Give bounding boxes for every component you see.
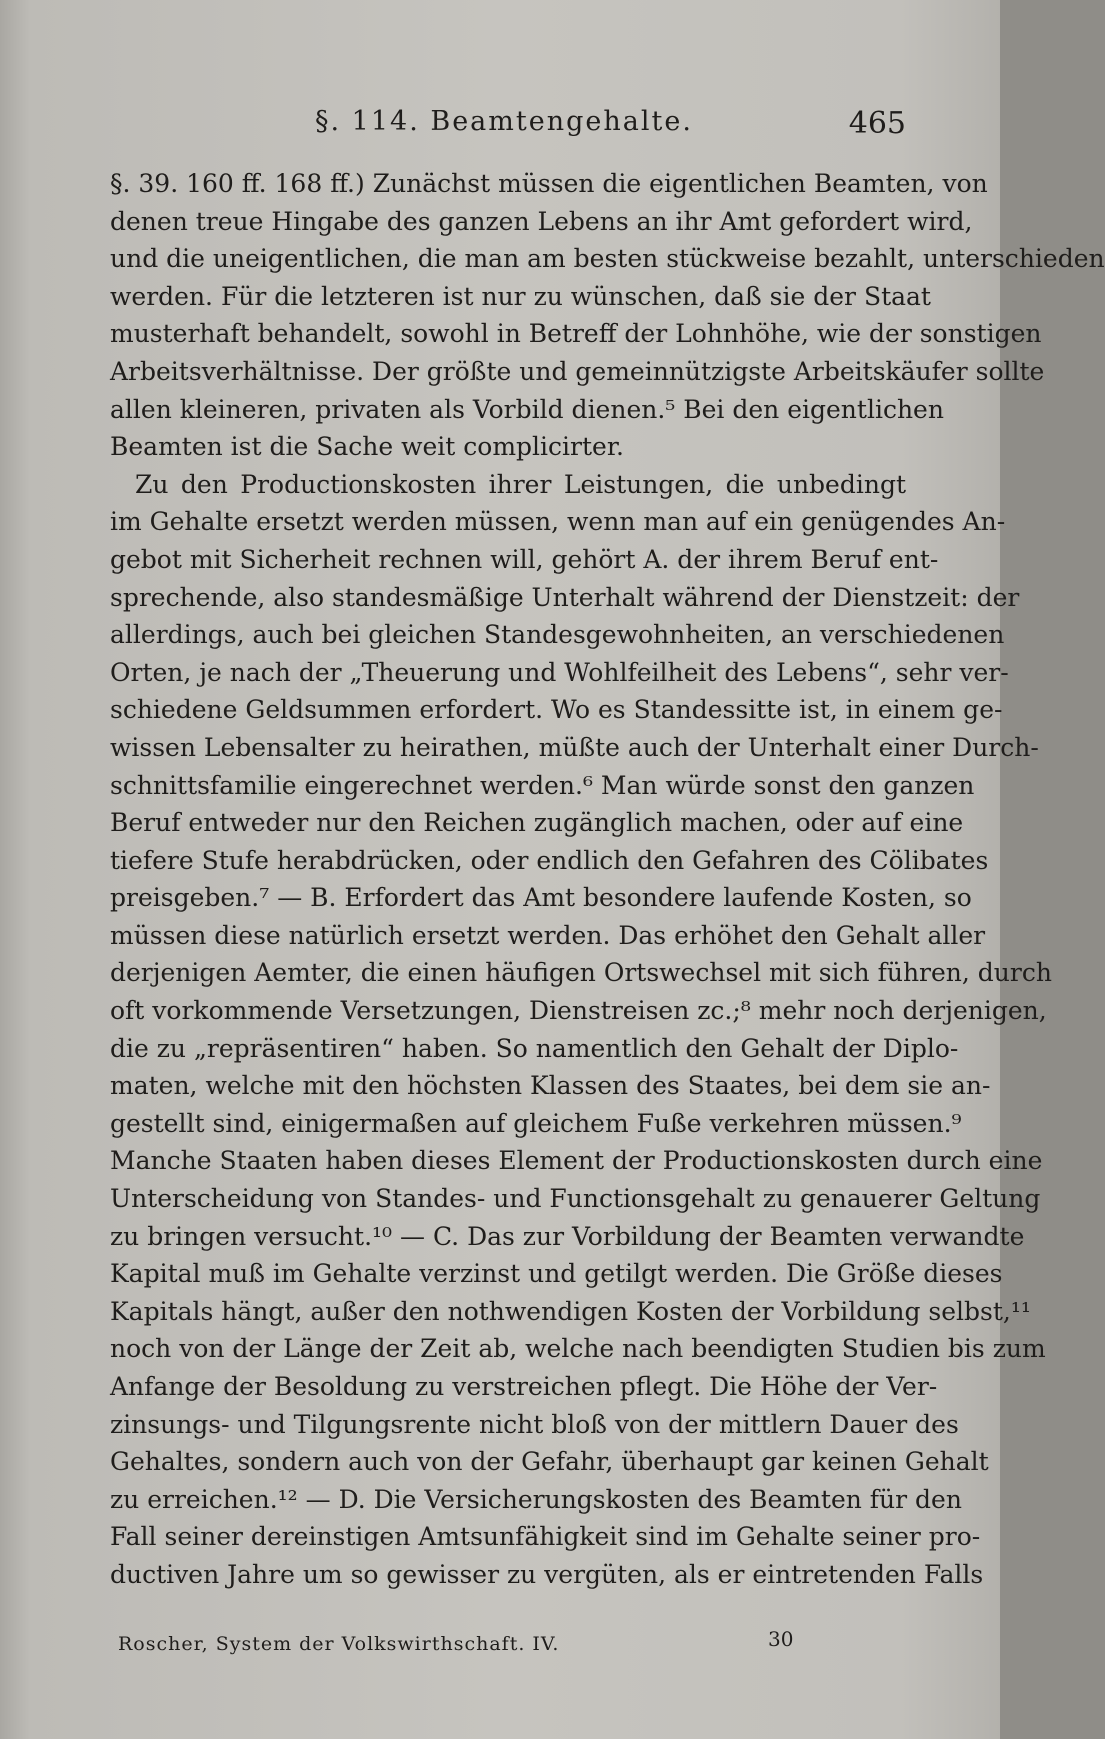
text-line: oft vorkommende Versetzungen, Dienstreisen zc.;⁸ mehr noch derjenigen, (110, 996, 1047, 1026)
text-line: Manche Staaten haben dieses Element der Productionskosten durch eine (110, 1146, 1043, 1176)
text-line: Beruf entweder nur den Reichen zugänglich machen, oder auf eine (110, 808, 964, 838)
text-line: Orten, je nach der „Theuerung und Wohlfeilheit des Lebens“, sehr ver- (110, 657, 1009, 687)
text-line: wissen Lebensalter zu heirathen, müßte auch der Unterhalt einer Durch- (110, 732, 1039, 762)
text-line: allerdings, auch bei gleichen Standesgewohnheiten, an verschiedenen (110, 620, 1005, 650)
text-line: und die uneigentlichen, die man am besten stückweise bezahlt, unterschieden (110, 244, 1105, 274)
text-line: noch von der Länge der Zeit ab, welche nach beendigten Studien bis zum (110, 1334, 1046, 1364)
text-line: allen kleineren, privaten als Vorbild dienen.⁵ Bei den eigentlichen (110, 394, 944, 424)
text-line: preisgeben.⁷ — B. Erfordert das Amt besondere laufende Kosten, so (110, 883, 972, 913)
text-line: im Gehalte ersetzt werden müssen, wenn man auf ein genügendes An- (110, 507, 1006, 537)
signature-mark: 30 (768, 1627, 794, 1651)
text-line: schiedene Geldsummen erfordert. Wo es Standessitte ist, in einem ge- (110, 695, 1003, 725)
text-line: Gehaltes, sondern auch von der Gefahr, überhaupt gar keinen Gehalt (110, 1447, 989, 1477)
text-line: zu bringen versucht.¹⁰ — C. Das zur Vorbildung der Beamten verwandte (110, 1221, 1025, 1251)
text-line: Kapitals hängt, außer den nothwendigen Kosten der Vorbildung selbst,¹¹ (110, 1296, 1031, 1326)
text-line: müssen diese natürlich ersetzt werden. Das erhöhet den Gehalt aller (110, 920, 986, 950)
text-line: musterhaft behandelt, sowohl in Betreff der Lohnhöhe, wie der sonstigen (110, 319, 1042, 349)
text-line: denen treue Hingabe des ganzen Lebens an ihr Amt gefordert wird, (110, 206, 973, 236)
text-line: maten, welche mit den höchsten Klassen des Staates, bei dem sie an- (110, 1071, 991, 1101)
text-line: gebot mit Sicherheit rechnen will, gehört A. der ihrem Beruf ent- (110, 544, 939, 574)
body-text (110, 165, 1105, 1594)
text-line: Kapital muß im Gehalte verzinst und getilgt werden. Die Größe dieses (110, 1259, 1003, 1289)
text-line: derjenigen Aemter, die einen häufigen Ortswechsel mit sich führen, durch (110, 958, 1052, 988)
text-line: zinsungs- und Tilgungsrente nicht bloß von der mittlern Dauer des (110, 1409, 959, 1439)
text-line: die zu „repräsentiren“ haben. So namentlich den Gehalt der Diplo- (110, 1033, 959, 1063)
page-number: 465 (848, 106, 906, 141)
text-line: gestellt sind, einigermaßen auf gleichem Fuße verkehren müssen.⁹ (110, 1108, 962, 1138)
text-line: zu erreichen.¹² — D. Die Versicherungskosten des Beamten für den (110, 1484, 962, 1514)
page-footer (110, 1627, 906, 1673)
text-line: schnittsfamilie eingerechnet werden.⁶ Man würde sonst den ganzen (110, 770, 975, 800)
paragraph-start-line: Zu den Productionskosten ihrer Leistungen, die unbedingt (135, 469, 906, 499)
text-line: Arbeitsverhältnisse. Der größte und gemeinnützigste Arbeitskäufer sollte (110, 356, 1045, 386)
text-line: tiefere Stufe herabdrücken, oder endlich den Gefahren des Cölibates (110, 845, 989, 875)
text-line: §. 39. 160 ff. 168 ff.) Zunächst müssen die eigentlichen Beamten, von (110, 169, 988, 198)
text-line: werden. Für die letzteren ist nur zu wünschen, daß sie der Staat (110, 281, 931, 311)
text-line: Unterscheidung von Standes- und Functionsgehalt zu genauerer Geltung (110, 1184, 1041, 1214)
text-line: sprechende, also standesmäßige Unterhalt während der Dienstzeit: der (110, 582, 1020, 612)
running-head: §. 114. Beamtengehalte. (315, 106, 693, 137)
page-header (110, 106, 906, 146)
text-line: Beamten ist die Sache weit complicirter. (110, 432, 624, 462)
text-line: Fall seiner dereinstigen Amtsunfähigkeit sind im Gehalte seiner pro- (110, 1522, 981, 1552)
text-line: Anfange der Besoldung zu verstreichen pflegt. Die Höhe der Ver- (110, 1372, 938, 1401)
text-line: ductiven Jahre um so gewisser zu vergüten, als er eintretenden Falls (110, 1559, 984, 1589)
printer-signature: Roscher, System der Volkswirthschaft. IV. (118, 1633, 560, 1655)
